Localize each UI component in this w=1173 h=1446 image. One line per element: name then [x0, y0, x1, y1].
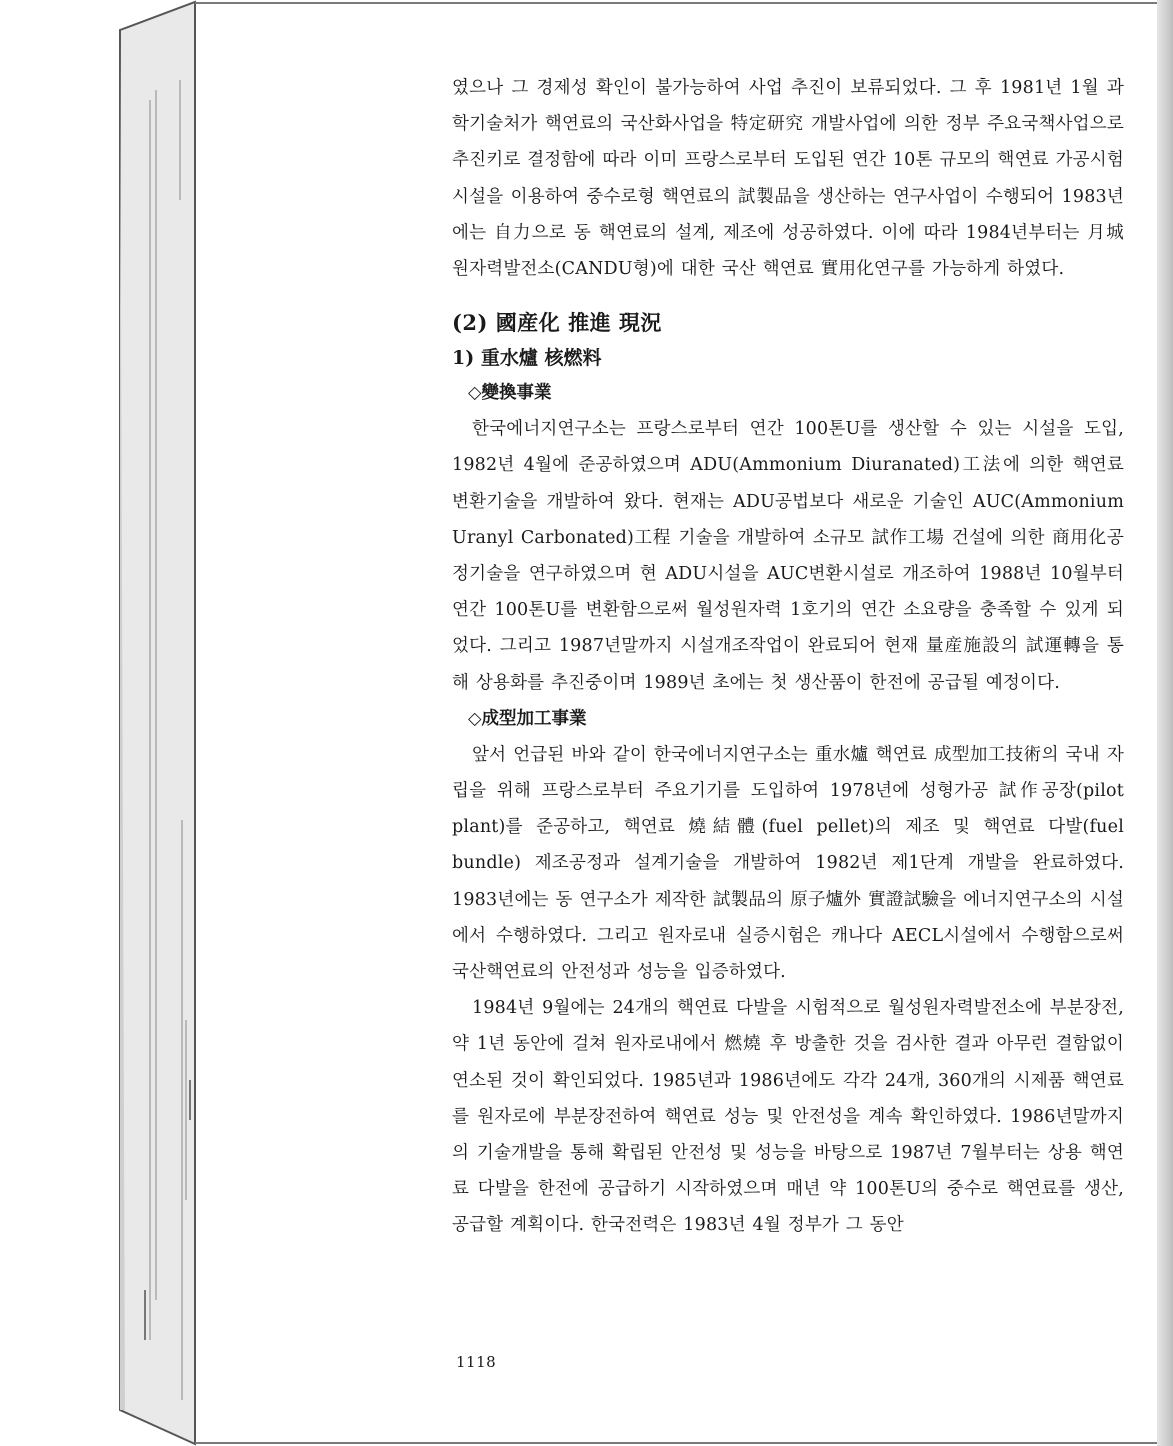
conversion-paragraph: 한국에너지연구소는 프랑스로부터 연간 100톤U를 생산할 수 있는 시설을 도입, 1982년 4월에 준공하였으며 ADU(Ammonium Diuranated)工法에 의한 핵연료 변환기술을 개발하여 왔다. 현재는 ADU공법보다 새로운 기술인 AUC(Ammonium Uranyl Carbonated)工程 기술을 개발하여 소규모 試作工場 건설에 의한 商用化공정기술을 연구하였으며 현 ADU시설을 AUC변환시설로 개조하여 1988년 10월부터 연간 100톤U를 변환함으로써 월성원자력 1호기의 연간 소요량을 충족할 수 있게 되었다. 그리고 1987년말까지 시설개조작업이 완료되어 현재 量産施設의 試運轉을 통해 상용화를 추진중이며 1989년 초에는 첫 생산품이 한전에 공급될 예정이다.	[452, 419, 1124, 693]
subsection-heading: 1) 重水爐 核燃料	[452, 347, 602, 370]
fabrication-heading: ◇成型加工事業	[468, 708, 587, 729]
conversion-heading: ◇變換事業	[468, 383, 552, 404]
top-border	[195, 2, 1157, 4]
page-content	[452, 70, 1124, 1244]
section-heading: (2) 國産化 推進 現況	[452, 310, 662, 336]
page-number: 1118	[456, 1353, 497, 1371]
fabrication-paragraph-2: 1984년 9월에는 24개의 핵연료 다발을 시험적으로 월성원자력발전소에 부분장전, 약 1년 동안에 걸쳐 원자로내에서 燃燒 후 방출한 것을 검사한 결과 아무런 결함없이 연소된 것이 확인되었다. 1985년과 1986년에도 각각 24개, 360개의 시제품 핵연료를 원자로에 부분장전하여 핵연료 성능 및 안전성을 계속 확인하였다. 1986년말까지의 기술개발을 통해 확립된 안전성 및 성능을 바탕으로 1987년 7월부터는 상용 핵연료 다발을 한전에 공급하기 시작하였으며 매년 약 100톤U의 중수로 핵연료를 생산, 공급할 계획이다. 한국전력은 1983년 4월 정부가 그 동안	[452, 998, 1124, 1236]
book-page-edges	[0, 0, 200, 1446]
fabrication-paragraph-1: 앞서 언급된 바와 같이 한국에너지연구소는 重水爐 핵연료 成型加工技術의 국내 자립을 위해 프랑스로부터 주요기기를 도입하여 1978년에 성형가공 試作공장(pilot plant)를 준공하고, 핵연료 燒結體(fuel pellet)의 제조 및 핵연료 다발(fuel bundle) 제조공정과 설계기술을 개발하여 1982년 제1단계 개발을 완료하였다. 1983년에는 동 연구소가 제작한 試製品의 原子爐外 實證試驗을 에너지연구소의 시설에서 수행하였다. 그리고 원자로내 실증시험은 캐나다 AECL시설에서 수행함으로써 국산핵연료의 안전성과 성능을 입증하였다.	[452, 744, 1124, 983]
bottom-border	[195, 1442, 1157, 1444]
right-page-shadow	[1157, 0, 1173, 1446]
intro-paragraph: 였으나 그 경제성 확인이 불가능하여 사업 추진이 보류되었다. 그 후 1981년 1월 과학기술처가 핵연료의 국산화사업을 特定研究 개발사업에 의한 정부 주요국책사업으로 추진키로 결정함에 따라 이미 프랑스로부터 도입된 연간 10톤 규모의 핵연료 가공시험 시설을 이용하여 중수로형 핵연료의 試製品을 생산하는 연구사업이 수행되어 1983년에는 自力으로 동 핵연료의 설계, 제조에 성공하였다. 이에 따라 1984년부터는 月城원자력발전소(CANDU형)에 대한 국산 핵연료 實用化연구를 가능하게 하였다.	[452, 78, 1124, 280]
